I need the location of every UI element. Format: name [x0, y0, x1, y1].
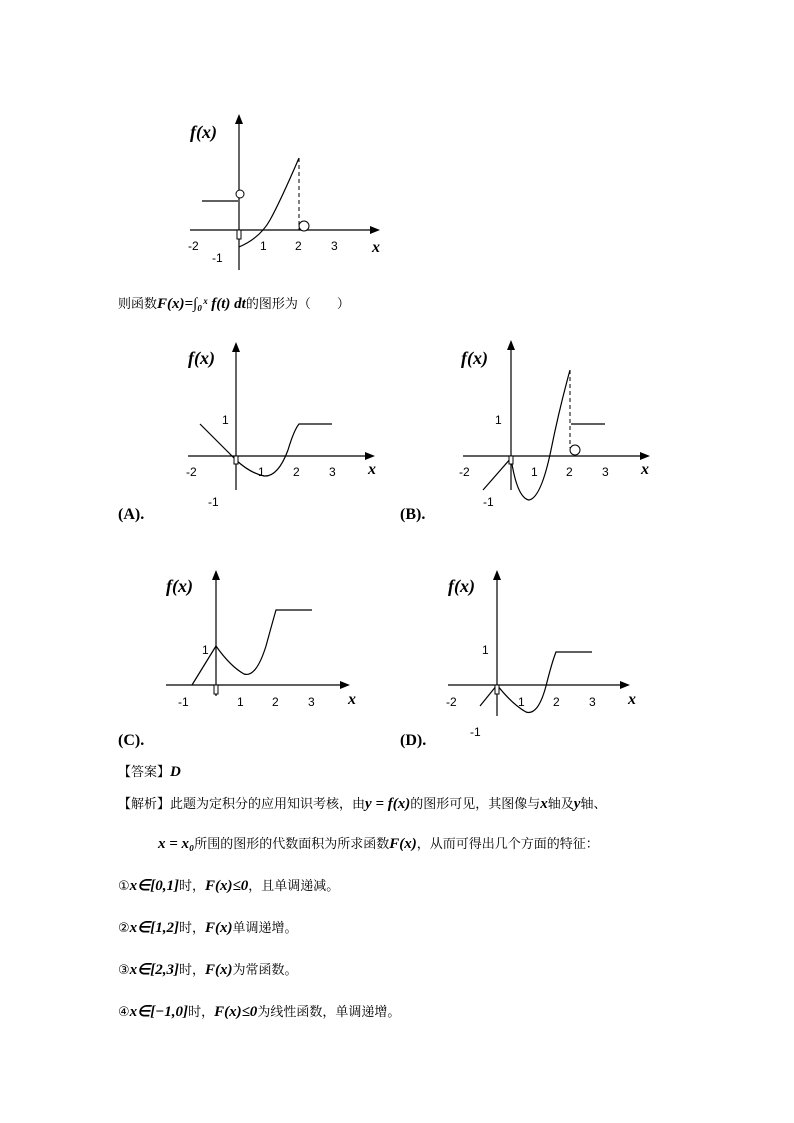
tick-label: -1	[178, 695, 189, 709]
answer-prefix: 【答案】	[118, 765, 171, 780]
analysis-line-1	[118, 794, 606, 815]
y-label: f(x)	[190, 122, 217, 142]
point-2	[118, 918, 298, 939]
top-graph	[180, 110, 400, 280]
analysis-math: x = x₀	[158, 836, 195, 852]
y-arrow	[235, 114, 243, 124]
tick-label: 3	[331, 239, 338, 253]
analysis-math: F(x)	[389, 836, 417, 852]
option-d-label[interactable]: (D).	[400, 732, 427, 749]
tick-label: 2	[553, 695, 560, 709]
tick-label: -1	[208, 495, 219, 509]
point-3	[118, 960, 298, 981]
zero-marker	[234, 456, 238, 464]
analysis-text: 轴及	[547, 797, 574, 812]
point-text: 时，	[178, 879, 205, 894]
point-number: ②	[118, 921, 130, 936]
point-4	[118, 1002, 400, 1023]
point-text: 为线性函数，单调递增。	[257, 1005, 401, 1020]
point-text: ，且单调递减。	[248, 879, 340, 894]
curve-main	[511, 370, 570, 500]
y-arrow	[493, 570, 501, 580]
analysis-text: 此题为定积分的应用知识考核，由	[170, 797, 366, 812]
zero-marker	[495, 685, 499, 694]
tick-label: 1	[482, 643, 489, 657]
question-line	[118, 294, 350, 315]
y-arrow	[232, 342, 240, 352]
open-dot	[570, 445, 580, 455]
option-b-graph	[455, 340, 665, 510]
x-label: x	[348, 691, 356, 708]
point-text: 单调递增。	[232, 921, 298, 936]
curve-left	[483, 458, 511, 490]
point-condition: x∈[0,1]	[129, 878, 179, 894]
curve-main	[239, 158, 299, 247]
tick-label: 2	[566, 465, 573, 479]
tick-label: 1	[258, 465, 265, 479]
option-a-graph	[180, 340, 390, 510]
answer-value: D	[170, 764, 181, 780]
option-c-label[interactable]: (C).	[118, 732, 145, 749]
curve-left	[480, 685, 497, 706]
y-label: f(x)	[188, 348, 215, 368]
analysis-text: 的图形可见，其图像与	[410, 797, 541, 812]
point-number: ③	[118, 963, 130, 978]
tick-label: -2	[186, 465, 197, 479]
y-arrow	[507, 340, 515, 350]
x-label: x	[368, 461, 376, 478]
tick-label: 3	[308, 695, 315, 709]
tick-label: 1	[260, 239, 267, 253]
point-condition: x∈[−1,0]	[129, 1004, 189, 1020]
tick-label: 3	[602, 465, 609, 479]
point-1	[118, 876, 339, 897]
point-number: ①	[118, 879, 130, 894]
curve-main	[236, 424, 332, 476]
tick-label: -1	[470, 725, 481, 739]
option-a-label[interactable]: (A).	[118, 506, 145, 523]
point-expression: F(x)≤0	[204, 878, 249, 894]
tick-label: -2	[459, 465, 470, 479]
tick-label: 2	[293, 465, 300, 479]
question-suffix: 的图形为（ ）	[245, 297, 350, 312]
question-formula: F(x)=∫₀ˣ f(t) dt	[157, 296, 246, 312]
point-condition: x∈[2,3]	[129, 962, 179, 978]
y-label: f(x)	[166, 576, 193, 596]
curve-main	[497, 652, 592, 712]
tick-label: 2	[272, 695, 279, 709]
analysis-line-2	[158, 834, 599, 855]
point-expression: F(x)≤0	[214, 1004, 258, 1020]
tick-label: -2	[446, 695, 457, 709]
x-arrow	[620, 681, 630, 689]
open-dot	[299, 221, 309, 231]
point-text: 时，	[188, 1005, 215, 1020]
tick-label: 2	[295, 239, 302, 253]
point-number: ④	[118, 1005, 130, 1020]
point-text: 时，	[178, 921, 205, 936]
tick-label: 1	[495, 413, 502, 427]
option-b-label[interactable]: (B).	[400, 506, 426, 523]
option-c-graph	[160, 566, 370, 716]
x-arrow	[365, 452, 375, 460]
x-label: x	[628, 691, 636, 708]
option-d-graph	[440, 566, 650, 746]
x-arrow	[370, 226, 380, 234]
x-label: x	[372, 239, 380, 256]
zero-marker	[214, 685, 218, 694]
zero-marker	[237, 230, 241, 239]
tick-label: 1	[222, 413, 229, 427]
analysis-math: x	[540, 796, 548, 812]
point-text: 时，	[178, 963, 205, 978]
tick-label: -1	[483, 495, 494, 509]
x-arrow	[340, 681, 350, 689]
y-label: f(x)	[461, 348, 488, 368]
tick-label: 3	[329, 465, 336, 479]
x-arrow	[640, 452, 650, 460]
curve-main	[216, 610, 312, 674]
open-dot	[236, 190, 244, 198]
point-condition: x∈[1,2]	[129, 920, 179, 936]
tick-label: 1	[531, 465, 538, 479]
point-text: 为常函数。	[232, 963, 298, 978]
zero-marker	[509, 456, 513, 464]
analysis-prefix: 【解析】	[118, 797, 171, 812]
tick-label: 1	[237, 695, 244, 709]
x-label: x	[641, 461, 649, 478]
analysis-math: y = f(x)	[365, 796, 411, 812]
analysis-text: 所围的图形的代数面积为所求函数	[194, 837, 390, 852]
analysis-text: 轴、	[580, 797, 607, 812]
point-expression: F(x)	[204, 962, 233, 978]
tick-label: 1	[518, 695, 525, 709]
y-arrow	[212, 570, 220, 580]
question-prefix: 则函数	[118, 297, 158, 312]
y-label: f(x)	[448, 576, 475, 596]
tick-label: -2	[188, 239, 199, 253]
tick-label: -1	[212, 251, 223, 265]
curve-left	[200, 424, 236, 460]
tick-label: 3	[589, 695, 596, 709]
analysis-text: ，从而可得出几个方面的特征：	[416, 837, 599, 852]
tick-label: 1	[202, 643, 209, 657]
analysis-math: y	[573, 796, 581, 812]
answer-line	[118, 762, 181, 783]
point-expression: F(x)	[204, 920, 233, 936]
